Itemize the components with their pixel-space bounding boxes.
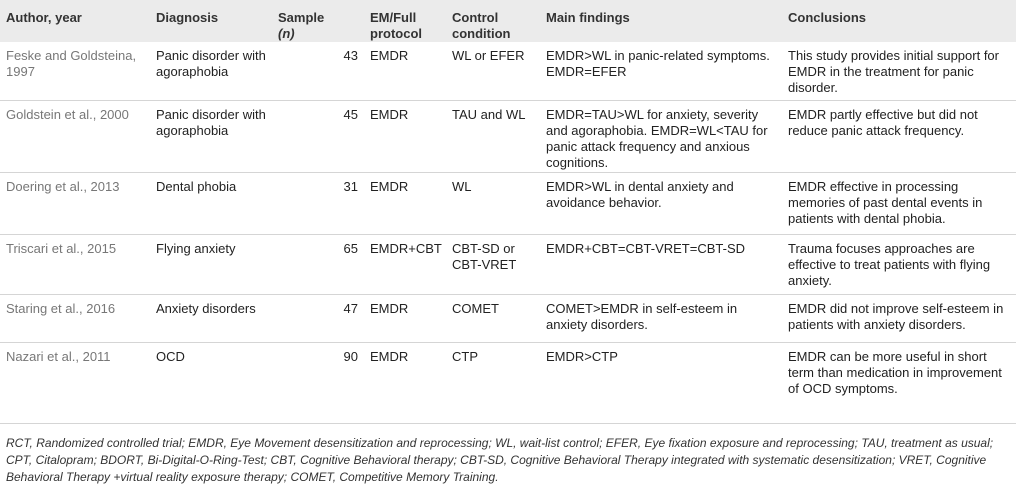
cell-protocol: EMDR <box>364 294 446 342</box>
cell-findings: EMDR>WL in panic-related symptoms. EMDR=EFER <box>546 48 770 79</box>
cell-control: CTP <box>446 342 540 405</box>
header-diagnosis: Diagnosis <box>156 10 219 25</box>
header-sample: Sample (n) <box>278 10 325 41</box>
table-header-row <box>0 0 1016 42</box>
cell-sample: 31 <box>272 172 364 234</box>
cell-findings: EMDR=TAU>WL for anxiety, severity and agoraphobia. EMDR=WL<TAU for panic attack frequency and anxious cognitions. <box>540 100 782 172</box>
cell-conclusions: This study provides initial support for EMDR in the treatment for panic disorder. <box>788 48 999 95</box>
table-bottom-rule <box>0 423 1016 424</box>
cell-control: WL <box>446 172 540 234</box>
cell-findings: EMDR>CTP <box>540 342 782 405</box>
cell-conclusions: EMDR partly effective but did not reduce panic attack frequency. <box>782 100 1016 172</box>
table-row <box>0 342 1016 405</box>
cell-sample: 65 <box>272 234 364 294</box>
cell-diagnosis: Panic disorder with agoraphobia <box>150 100 272 172</box>
cell-protocol: EMDR <box>370 48 409 63</box>
cell-control: COMET <box>446 294 540 342</box>
cell-sample: 90 <box>272 342 364 405</box>
header-conclusions: Conclusions <box>788 10 867 25</box>
cell-control: TAU and WL <box>446 100 540 172</box>
cell-diagnosis: Dental phobia <box>150 172 272 234</box>
cell-conclusions: EMDR can be more useful in short term than medication in improvement of OCD symptoms. <box>782 342 1016 405</box>
cell-author: Doering et al., 2013 <box>0 172 150 234</box>
cell-conclusions: Trauma focuses approaches are effective to treat patients with flying anxiety. <box>782 234 1016 294</box>
cell-diagnosis: Panic disorder with agoraphobia <box>156 48 266 79</box>
table-row <box>0 234 1016 294</box>
cell-author: Feske and Goldsteina, 1997 <box>6 48 137 79</box>
cell-findings: EMDR+CBT=CBT-VRET=CBT-SD <box>540 234 782 294</box>
table-footnote: RCT, Randomized controlled trial; EMDR, Eye Movement desensitization and reprocessing; WL, wait-list control; EFER, Eye fixation exposure and reprocessing; TAU, treatment as usual; CPT, Citalopram; BDORT, Bi-Digital-O-Ring-Test; CBT, Cognitive Behavioral therapy; CBT-SD, Cognitive Behavioral Therapy integrated with systematic desensitization; VRET, Cognitive Behavioral Therapy +virtual reality exposure therapy; COMET, Competitive Memory Training. <box>6 436 994 484</box>
header-protocol: EM/Full protocol <box>370 10 422 41</box>
header-author: Author, year <box>6 10 82 25</box>
cell-findings: COMET>EMDR in self-esteem in anxiety disorders. <box>540 294 782 342</box>
cell-diagnosis: Flying anxiety <box>150 234 272 294</box>
cell-conclusions: EMDR did not improve self-esteem in patients with anxiety disorders. <box>782 294 1016 342</box>
cell-diagnosis: Anxiety disorders <box>150 294 272 342</box>
cell-control: CBT-SD or CBT-VRET <box>446 234 540 294</box>
cell-author: Goldstein et al., 2000 <box>0 100 150 172</box>
cell-author: Staring et al., 2016 <box>0 294 150 342</box>
cell-sample: 45 <box>272 100 364 172</box>
cell-author: Nazari et al., 2011 <box>0 342 150 405</box>
cell-protocol: EMDR+CBT <box>364 234 446 294</box>
table-row <box>0 100 1016 172</box>
cell-control: WL or EFER <box>452 48 525 63</box>
cell-protocol: EMDR <box>364 172 446 234</box>
table-row <box>0 172 1016 234</box>
table-row <box>0 42 1016 100</box>
table-row <box>0 294 1016 342</box>
header-findings: Main findings <box>546 10 630 25</box>
cell-author: Triscari et al., 2015 <box>0 234 150 294</box>
cell-sample: 47 <box>272 294 364 342</box>
cell-diagnosis: OCD <box>150 342 272 405</box>
cell-findings: EMDR>WL in dental anxiety and avoidance behavior. <box>540 172 782 234</box>
cell-protocol: EMDR <box>364 342 446 405</box>
cell-conclusions: EMDR effective in processing memories of past dental events in patients with dental phobia. <box>782 172 1016 234</box>
header-control: Control condition <box>452 10 511 41</box>
cell-protocol: EMDR <box>364 100 446 172</box>
cell-sample: 43 <box>343 48 358 63</box>
